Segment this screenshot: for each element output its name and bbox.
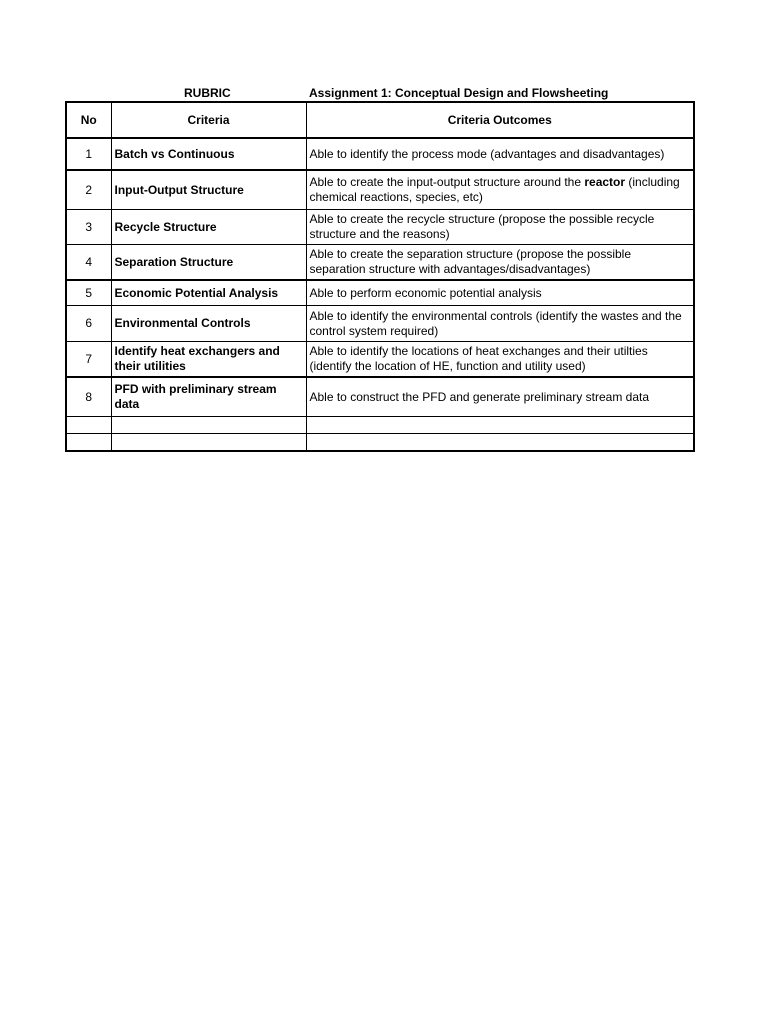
criteria-cell: Batch vs Continuous [111, 138, 306, 170]
criteria-cell: Input-Output Structure [111, 170, 306, 210]
row-number: 7 [66, 342, 111, 378]
table-row [66, 342, 694, 378]
table-row [66, 138, 694, 170]
table-row [66, 170, 694, 210]
assignment-title: Assignment 1: Conceptual Design and Flowsheeting [309, 86, 609, 100]
outcome-cell: Able to identify the environmental controls (identify the wastes and the control system required) [306, 306, 694, 342]
criteria-cell: Environmental Controls [111, 306, 306, 342]
empty-row [66, 434, 694, 452]
criteria-cell: Separation Structure [111, 245, 306, 281]
outcome-text-start: Able to create the input-output structure around the [309, 175, 585, 189]
criteria-cell: Identify heat exchangers and their utilities [111, 342, 306, 378]
row-number: 5 [66, 280, 111, 306]
outcome-text-emphasis: reactor [584, 175, 626, 189]
table-header-row [66, 102, 694, 138]
table-row [66, 210, 694, 245]
empty-cell [66, 417, 111, 434]
row-number: 1 [66, 138, 111, 170]
column-header-criteria: Criteria [111, 102, 306, 138]
row-number: 2 [66, 170, 111, 210]
outcome-cell [306, 170, 694, 210]
column-header-no: No [66, 102, 111, 138]
column-header-criteria-outcomes: Criteria Outcomes [306, 102, 694, 138]
row-number: 6 [66, 306, 111, 342]
outcome-cell: Able to identify the locations of heat exchanges and their utilties (identify the location of HE, function and utility used) [306, 342, 694, 378]
outcome-cell: Able to perform economic potential analysis [306, 280, 694, 306]
empty-cell [306, 434, 694, 452]
empty-cell [66, 434, 111, 452]
row-number: 8 [66, 377, 111, 417]
outcome-cell: Able to construct the PFD and generate preliminary stream data [306, 377, 694, 417]
row-number: 4 [66, 245, 111, 281]
rubric-label: RUBRIC [184, 86, 231, 100]
outcome-cell: Able to create the recycle structure (propose the possible recycle structure and the reasons) [306, 210, 694, 245]
outcome-cell: Able to create the separation structure (propose the possible separation structure with advantages/disadvantages) [306, 245, 694, 281]
table-row [66, 377, 694, 417]
table-row [66, 306, 694, 342]
row-number: 3 [66, 210, 111, 245]
rubric-table [65, 101, 695, 452]
outcome-cell: Able to identify the process mode (advantages and disadvantages) [306, 138, 694, 170]
table-row [66, 245, 694, 281]
table-row [66, 280, 694, 306]
empty-row [66, 417, 694, 434]
empty-cell [111, 434, 306, 452]
outcome-text-end: (including chemical reactions, species, etc) [309, 175, 680, 204]
criteria-cell: Economic Potential Analysis [111, 280, 306, 306]
criteria-cell: PFD with preliminary stream data [111, 377, 306, 417]
criteria-cell: Recycle Structure [111, 210, 306, 245]
empty-cell [111, 417, 306, 434]
empty-cell [306, 417, 694, 434]
